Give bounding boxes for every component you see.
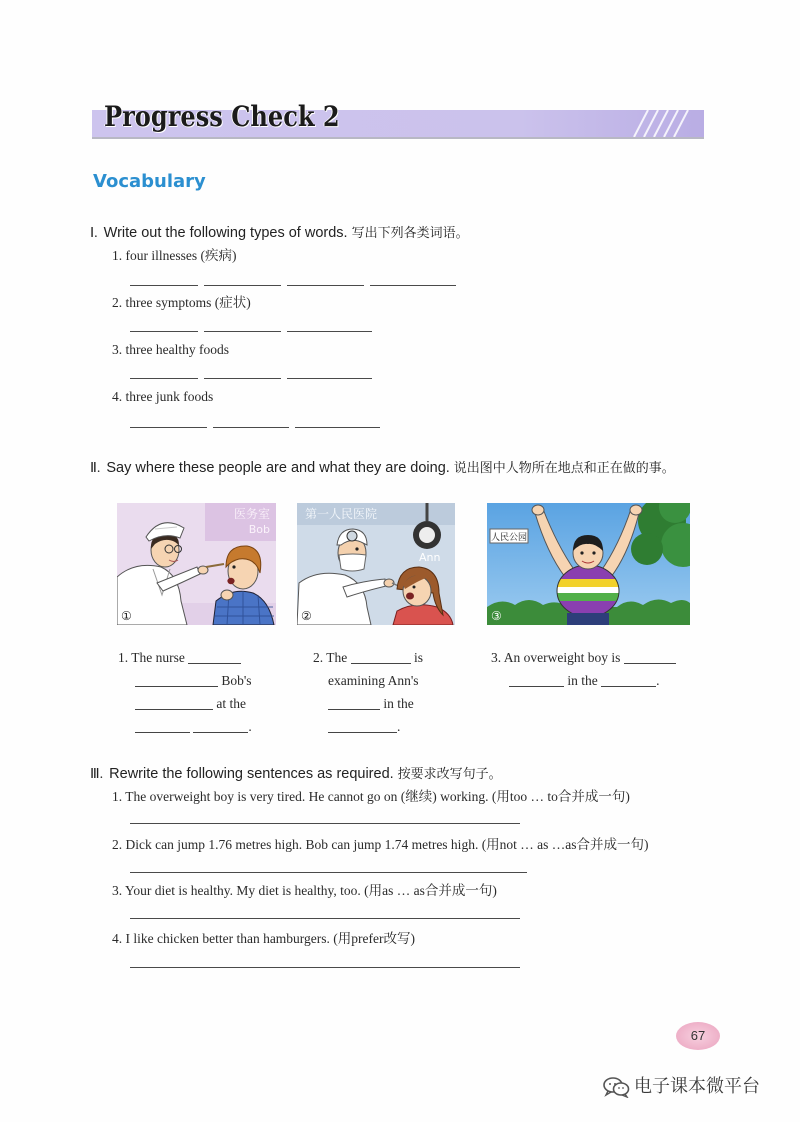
caption-text: in the bbox=[383, 696, 414, 711]
caption-text: is bbox=[414, 650, 424, 665]
name-tag-text: Ann bbox=[419, 551, 441, 564]
part-1-instruction bbox=[90, 224, 469, 243]
part-3-item: 1. The overweight boy is very tired. He cannot go on (继续) working. (用too … to合并成一句) bbox=[112, 789, 630, 804]
answer-blank bbox=[130, 427, 207, 428]
part-3-item: 3. Your diet is healthy. My diet is healthy, too. (用as … as合并成一句) bbox=[112, 883, 497, 898]
wechat-icon bbox=[602, 1076, 630, 1103]
answer-blank bbox=[601, 674, 656, 687]
answer-line bbox=[130, 823, 520, 824]
section-heading: Vocabulary bbox=[93, 171, 206, 192]
answer-blank bbox=[328, 697, 380, 710]
caption-text: 1. The nurse bbox=[118, 650, 185, 665]
page-number: 67 bbox=[676, 1022, 720, 1050]
part-3-instruction-en: Rewrite the following sentences as required. bbox=[109, 766, 394, 782]
answer-blank bbox=[130, 285, 198, 286]
answer-blanks bbox=[130, 331, 378, 332]
answer-blank bbox=[135, 720, 190, 733]
answer-blank bbox=[509, 674, 564, 687]
answer-blank bbox=[204, 378, 281, 379]
answer-blank bbox=[188, 651, 241, 664]
answer-blank bbox=[135, 697, 213, 710]
answer-blank bbox=[287, 285, 364, 286]
part-2-numeral: Ⅱ. bbox=[90, 461, 101, 476]
nurse-clinic-illustration bbox=[117, 503, 276, 625]
name-tag-text: Bob bbox=[248, 523, 270, 536]
part-2-instruction-en: Say where these people are and what they are doing. bbox=[106, 460, 450, 476]
caption-1 bbox=[118, 646, 252, 738]
place-sign-text: 第一人民医院 bbox=[305, 507, 378, 521]
part-3-item: 4. I like chicken better than hamburgers. (用prefer改写) bbox=[112, 931, 416, 946]
answer-blank bbox=[295, 427, 380, 428]
picture-3 bbox=[487, 503, 690, 625]
answer-blank bbox=[351, 651, 411, 664]
answer-line bbox=[130, 918, 520, 919]
park-sign bbox=[490, 529, 528, 543]
part-1-item: 1. four illnesses (疾病) bbox=[112, 248, 237, 263]
answer-blank bbox=[287, 331, 372, 332]
picture-number: ② bbox=[301, 609, 312, 623]
answer-blank bbox=[193, 720, 248, 733]
part-1-instruction-zh: 写出下列各类词语。 bbox=[351, 225, 469, 240]
caption-text: . bbox=[656, 673, 660, 688]
banner-stripes bbox=[624, 110, 704, 137]
part-1-item: 4. three junk foods bbox=[112, 389, 214, 404]
part-2-instruction bbox=[90, 459, 675, 478]
part-2-instruction-zh: 说出图中人物所在地点和正在做的事。 bbox=[453, 460, 675, 475]
answer-blank bbox=[204, 285, 281, 286]
part-1-item: 2. three symptoms (症状) bbox=[112, 295, 251, 310]
caption-text: Bob's bbox=[221, 673, 252, 688]
picture-number: ① bbox=[121, 609, 132, 623]
part-3-instruction-zh: 按要求改写句子。 bbox=[397, 766, 502, 781]
place-sign-text: 医务室 bbox=[233, 507, 270, 521]
place-sign-text: 人民公园 bbox=[490, 533, 528, 543]
caption-3 bbox=[491, 646, 676, 692]
answer-blank bbox=[624, 651, 676, 664]
caption-text: . bbox=[397, 719, 401, 734]
caption-text: examining Ann's bbox=[328, 673, 419, 688]
dentist-hospital-illustration bbox=[297, 503, 455, 625]
answer-blank bbox=[213, 427, 289, 428]
caption-text: 2. The bbox=[313, 650, 348, 665]
part-3-numeral: Ⅲ. bbox=[90, 767, 104, 782]
caption-text: . bbox=[248, 719, 252, 734]
answer-blank bbox=[130, 378, 198, 379]
part-3-item: 2. Dick can jump 1.76 metres high. Bob can jump 1.74 metres high. (用not … as …as合并成一句) bbox=[112, 837, 649, 852]
caption-text: 3. An overweight boy is bbox=[491, 650, 621, 665]
caption-text: in the bbox=[567, 673, 598, 688]
picture-1 bbox=[117, 503, 276, 625]
part-1-numeral: Ⅰ. bbox=[90, 226, 98, 241]
answer-blank bbox=[204, 331, 281, 332]
part-3-instruction bbox=[90, 765, 502, 784]
answer-blank bbox=[370, 285, 456, 286]
caption-2 bbox=[313, 646, 423, 738]
answer-blanks bbox=[130, 285, 462, 286]
answer-blank bbox=[130, 331, 198, 332]
answer-blanks bbox=[130, 427, 386, 428]
answer-line bbox=[130, 872, 527, 873]
page-title: Progress Check 2 bbox=[104, 100, 340, 133]
picture-2 bbox=[297, 503, 455, 625]
watermark-text: 电子课本微平台 bbox=[634, 1076, 760, 1097]
picture-number: ③ bbox=[491, 609, 502, 623]
part-1-item: 3. three healthy foods bbox=[112, 342, 229, 357]
answer-line bbox=[130, 967, 520, 968]
park-boy-illustration bbox=[487, 503, 690, 625]
answer-blank bbox=[287, 378, 372, 379]
part-1-instruction-en: Write out the following types of words. bbox=[103, 225, 348, 241]
answer-blanks bbox=[130, 378, 378, 379]
answer-blank bbox=[328, 720, 397, 733]
answer-blank bbox=[135, 674, 218, 687]
caption-text: at the bbox=[216, 696, 246, 711]
